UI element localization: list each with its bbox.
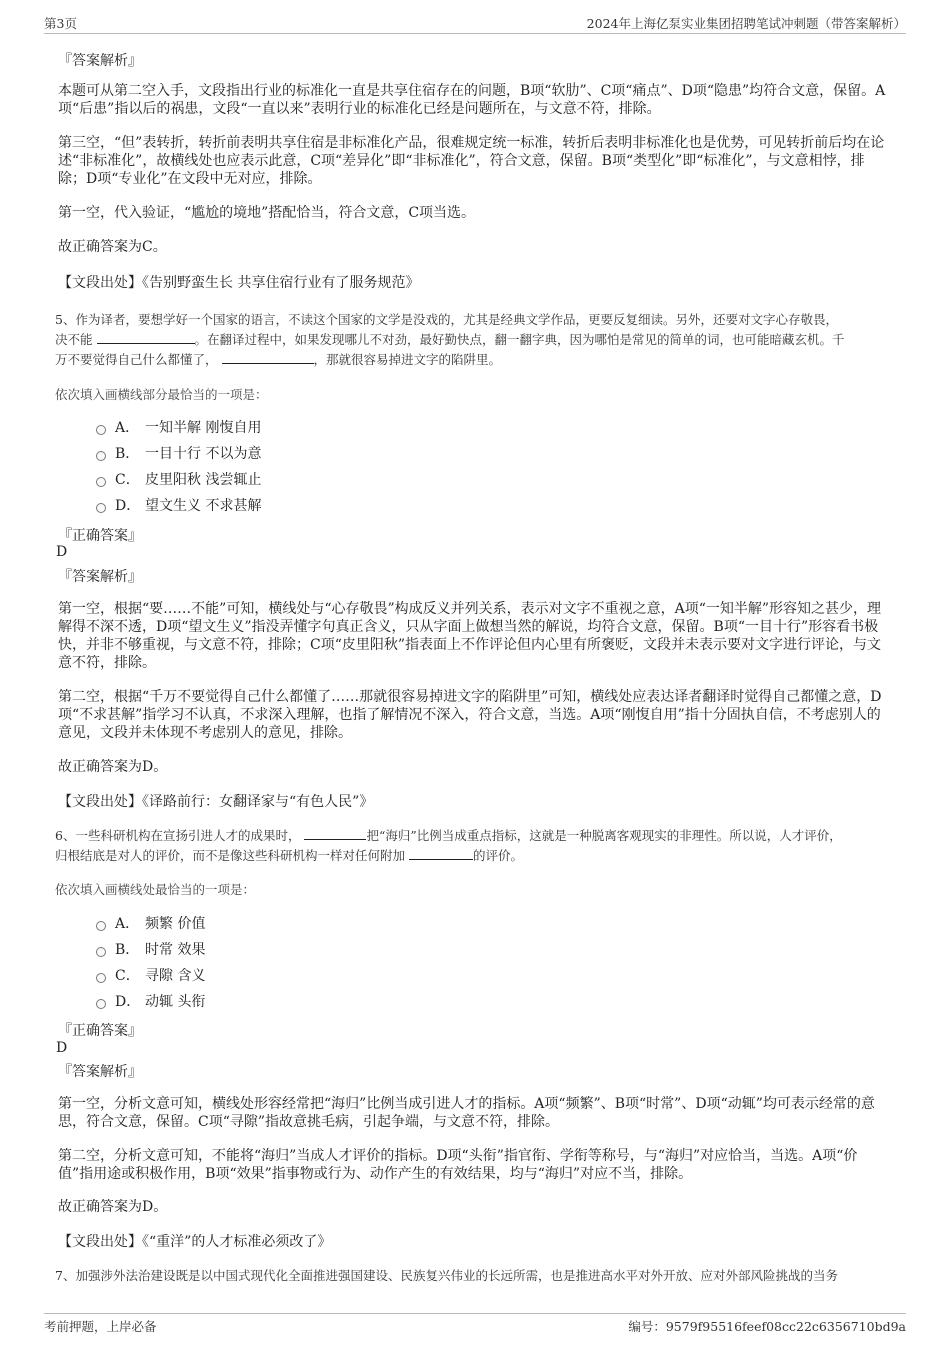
analysis-label: 『答案解析』 [58, 53, 142, 69]
analysis-label: 『答案解析』 [58, 1064, 142, 1080]
radio-icon[interactable] [96, 425, 106, 435]
blank-2 [222, 351, 314, 364]
blank-1 [304, 827, 366, 840]
q6-prompt: 依次填入画横线处最恰当的一项是： [55, 882, 256, 897]
radio-icon[interactable] [96, 451, 106, 461]
q6-option-c[interactable]: C． 寻隙 含义 [96, 966, 205, 986]
page-footer [44, 1313, 906, 1335]
q5-stem: 5、作为译者，要想学好一个国家的语言，不读这个国家的文学是没戏的，尤其是经典文学作品，更要反复细读。另外，还要对文字心存敬畏， 决不能 。在翻译过程中，如果发现哪儿不对劲，最好勤快点，翻一翻字典，因为哪怕是常见的简单的词，也可能暗藏玄机。千 万不要觉得自己什么都懂了， ，那就很容易掉进文字的陷阱里。 [55, 312, 845, 367]
q5-analysis-p2: 第二空，根据“千万不要觉得自己什么都懂了……那就很容易掉进文字的陷阱里”可知，横线处应表达译者翻译时觉得自己都懂之意，D项“不求甚解”指学习不认真，不求深入理解，也指了解情况不深入，符合文意，当选。A项“刚愎自用”指十分固执自信，不考虑别人的意见，文段并未体现不考虑别人的意见，排除。 [58, 689, 882, 741]
document-id: 编号：9579f95516feef08cc22c6356710bd9a [628, 1319, 906, 1334]
blank-1 [97, 331, 195, 344]
radio-icon[interactable] [96, 973, 106, 983]
q4-analysis-p3: 第一空，代入验证，“尴尬的境地”搭配恰当，符合文意，C项当选。 [58, 205, 476, 221]
q6-stem: 6、一些科研机构在宣扬引进人才的成果时， 把“海归”比例当成重点指标，这就是一种脱离客观现实的非理性。所以说，人才评价， 归根结底是对人的评价，而不是像这些科研机构一样对任何附加 的评价。 [55, 828, 842, 863]
q5-option-c[interactable]: C． 皮里阳秋 浅尝辄止 [96, 470, 261, 490]
radio-icon[interactable] [96, 947, 106, 957]
q5-prompt: 依次填入画横线部分最恰当的一项是： [55, 387, 268, 402]
q6-conclusion: 故正确答案为D。 [58, 1199, 168, 1215]
q5-option-d[interactable]: D． 望文生义 不求甚解 [96, 496, 261, 516]
q4-analysis-p2: 第三空，“但”表转折，转折前表明共享住宿是非标准化产品，很难规定统一标准，转折后表明非标准化也是优势，可见转折前后均在论述“非标准化”，故横线处也应表示此意，C项“差异化”即“非标准化”，符合文意，保留。B项“类型化”即“标准化”，与文意相悖，排除；D项“专业化”在文段中无对应，排除。 [58, 135, 885, 187]
q6-option-a[interactable]: A． 频繁 价值 [96, 914, 205, 934]
q6-source: 【文段出处】《“重洋”的人才标准必须改了》 [58, 1234, 332, 1250]
radio-icon[interactable] [96, 999, 106, 1009]
page-number: 第3页 [44, 16, 77, 31]
q7-stem: 7、加强涉外法治建设既是以中国式现代化全面推进强国建设、民族复兴伟业的长远所需，也是推进高水平对外开放、应对外部风险挑战的当务 [55, 1268, 838, 1283]
q6-analysis-p2: 第二空，分析文意可知，不能将“海归”当成人才评价的指标。D项“头衔”指官衔、学衔等称号，与“海归”对应恰当，当选。A项“价值”指用途或积极作用，B项“效果”指事物或行为、动作产生的有效结果，均与“海归”对应不当，排除。 [58, 1148, 858, 1182]
page-header [44, 14, 906, 34]
q4-analysis-p1: 本题可从第二空入手，文段指出行业的标准化一直是共享住宿存在的问题，B项“软肋”、C项“痛点”、D项“隐患”均符合文意，保留。A项“后患”指以后的祸患，文段“一直以来”表明行业的标准化已经是问题所在，与文意不符，排除。 [58, 83, 886, 117]
q6-answer: D [56, 1040, 68, 1056]
q5-option-a[interactable]: A． 一知半解 刚愎自用 [96, 418, 261, 438]
q4-source: 【文段出处】《告别野蛮生长 共享住宿行业有了服务规范》 [58, 275, 420, 291]
q5-option-b[interactable]: B． 一目十行 不以为意 [96, 444, 261, 464]
answer-label: 『正确答案』 [58, 1023, 142, 1039]
document-title: 2024年上海亿泵实业集团招聘笔试冲刺题（带答案解析） [586, 16, 906, 31]
blank-2 [409, 847, 473, 860]
q6-analysis-p1: 第一空，分析文意可知，横线处形容经常把“海归”比例当成引进人才的指标。A项“频繁”、B项“时常”、D项“动辄”均可表示经常的意思，符合文意，保留。C项“寻隙”指故意挑毛病，引起争端，与文意不符，排除。 [58, 1096, 875, 1130]
q4-conclusion: 故正确答案为C。 [58, 239, 167, 255]
radio-icon[interactable] [96, 503, 106, 513]
radio-icon[interactable] [96, 921, 106, 931]
analysis-label: 『答案解析』 [58, 569, 142, 585]
radio-icon[interactable] [96, 477, 106, 487]
q5-analysis-p1: 第一空，根据“要……不能”可知，横线处与“心存敬畏”构成反义并列关系，表示对文字不重视之意，A项“一知半解”形容知之甚少，理解得不深不透，D项“望文生义”指没弄懂字句真正含义，只从字面上做想当然的解说，均符合文意，保留。B项“一目十行”形容看书极快，并非不够重视，与文意不符，排除；C项“皮里阳秋”指表面上不作评论但内心里有所褒贬，文段并未表示要对文字进行评论，与文意不符，排除。 [58, 601, 882, 671]
q5-conclusion: 故正确答案为D。 [58, 759, 168, 775]
q6-option-d[interactable]: D． 动辄 头衔 [96, 992, 205, 1012]
q6-option-b[interactable]: B． 时常 效果 [96, 940, 205, 960]
footer-slogan: 考前押题，上岸必备 [44, 1319, 157, 1334]
answer-label: 『正确答案』 [58, 528, 142, 544]
q5-answer: D [56, 544, 68, 560]
q5-source: 【文段出处】《译路前行：女翻译家与“有色人民”》 [58, 794, 374, 810]
